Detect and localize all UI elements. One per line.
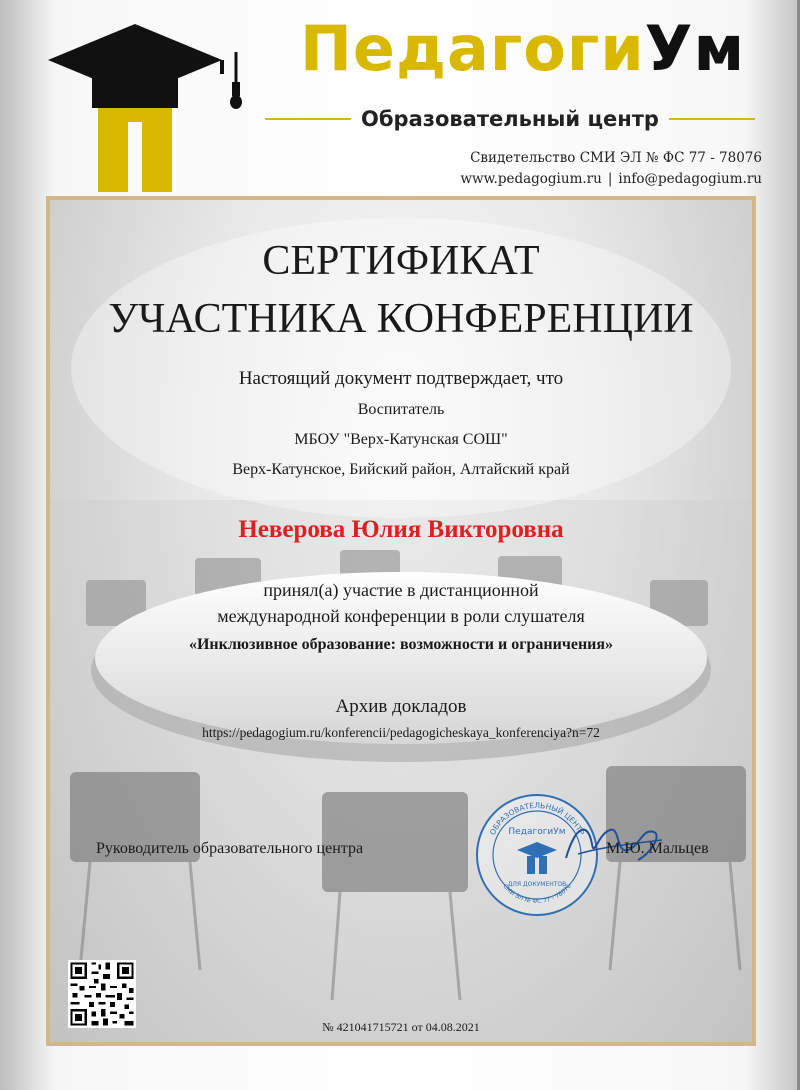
participation-text-1: принял(а) участие в дистанционной	[263, 580, 539, 600]
stamp-for-docs: ДЛЯ ДОКУМЕНТОВ	[507, 881, 567, 888]
signer-name: М.Ю. Мальцев	[606, 840, 709, 857]
subtitle-row	[265, 104, 755, 134]
stamp-ring-text: ОБРАЗОВАТЕЛЬНЫЙ ЦЕНТР	[487, 800, 587, 837]
recipient-organization: МБОУ "Верх-Катунская СОШ"	[294, 431, 508, 448]
certificate-title-line-1: СЕРТИФИКАТ	[262, 238, 540, 284]
intro-text: Настоящий документ подтверждает, что	[238, 368, 564, 389]
recipient-location: Верх-Катунское, Бийский район, Алтайский край	[232, 461, 570, 478]
contact-line	[460, 169, 762, 190]
subtitle: Образовательный центр	[361, 107, 659, 131]
head-label: Руководитель образовательного центра	[96, 840, 364, 857]
brand-part-1: Педагоги	[300, 12, 645, 85]
document-number: № 421041715721 от 04.08.2021	[322, 1020, 480, 1034]
qr-code-icon[interactable]	[68, 960, 136, 1028]
archive-url[interactable]: https://pedagogium.ru/konferencii/pedagogicheskaya_konferenciya?n=72	[202, 725, 600, 740]
subtitle-line-left	[265, 118, 351, 120]
certificate-panel	[46, 196, 756, 1046]
subtitle-line-right	[669, 118, 755, 120]
brand-part-2: Ум	[644, 12, 746, 85]
brand-name	[300, 12, 746, 85]
recipient-position: Воспитатель	[357, 401, 445, 418]
stamp-ring-bottom: СМИ ЭЛ № ФС 77 - 78076	[501, 882, 573, 906]
email-link[interactable]: info@pedagogium.ru	[618, 171, 762, 187]
stamp-brand: ПедагогиУм	[508, 827, 566, 837]
registration-block	[460, 148, 762, 190]
participation-text-2: международной конференции в роли слушателя	[217, 606, 585, 626]
registration-number: Свидетельство СМИ ЭЛ № ФС 77 - 78076	[470, 150, 762, 166]
website-link[interactable]: www.pedagogium.ru	[460, 171, 602, 187]
graduation-cap-logo-icon	[40, 16, 260, 196]
contact-separator: |	[607, 171, 613, 187]
certificate-title-line-2: УЧАСТНИКА КОНФЕРЕНЦИИ	[108, 296, 694, 342]
conference-topic: «Инклюзивное образование: возможности и ограничения»	[188, 636, 614, 653]
recipient-name: Неверова Юлия Викторовна	[238, 516, 564, 543]
archive-label: Архив докладов	[335, 696, 467, 717]
